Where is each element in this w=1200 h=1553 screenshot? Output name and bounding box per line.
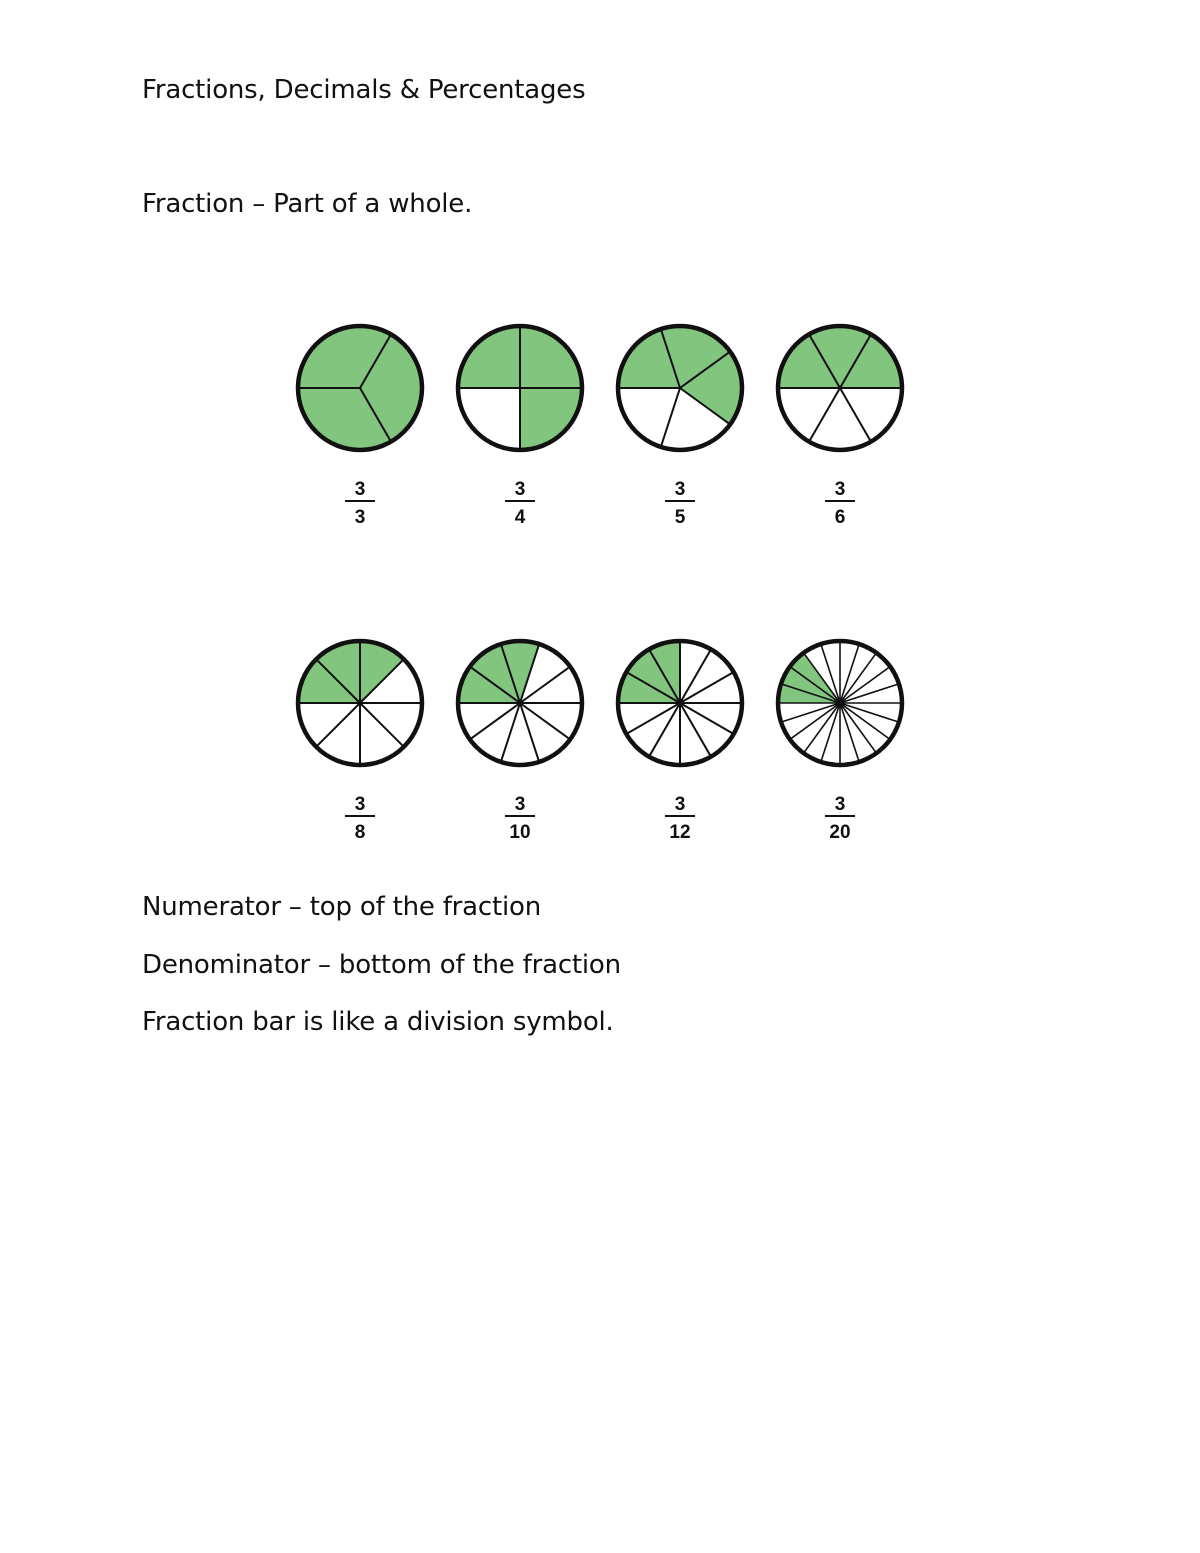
fraction-pie-3-8 [298, 641, 422, 843]
fraction-pie-figure [280, 300, 920, 860]
fraction-definition: Fraction – Part of a whole. [142, 189, 473, 219]
fraction-numerator: 3 [354, 479, 366, 500]
fraction-pie-3-12 [618, 641, 742, 843]
fraction-numerator: 3 [514, 479, 526, 500]
fraction-pie-3-6 [778, 326, 902, 528]
fraction-pie-3-10 [458, 641, 582, 843]
fraction-denominator: 8 [354, 822, 366, 843]
fraction-pie-diagram [280, 300, 920, 860]
fraction-denominator: 4 [514, 507, 526, 528]
fraction-pie-3-3 [298, 326, 422, 528]
fraction-pie-3-4 [458, 326, 582, 528]
fraction-numerator: 3 [674, 794, 686, 815]
fraction-numerator: 3 [834, 794, 846, 815]
fraction-denominator: 20 [829, 822, 851, 843]
fraction-denominator: 3 [354, 507, 366, 528]
fraction-denominator: 6 [834, 507, 846, 528]
fraction-bar-note: Fraction bar is like a division symbol. [142, 1007, 614, 1037]
fraction-numerator: 3 [514, 794, 526, 815]
page-title: Fractions, Decimals & Percentages [142, 75, 586, 105]
fraction-pie-3-20 [778, 641, 902, 843]
fraction-numerator: 3 [674, 479, 686, 500]
fraction-denominator: 5 [674, 507, 686, 528]
fraction-numerator: 3 [834, 479, 846, 500]
fraction-denominator: 12 [669, 822, 691, 843]
fraction-numerator: 3 [354, 794, 366, 815]
fraction-denominator: 10 [509, 822, 531, 843]
denominator-note: Denominator – bottom of the fraction [142, 950, 621, 980]
fraction-pie-3-5 [618, 326, 742, 528]
numerator-note: Numerator – top of the fraction [142, 892, 541, 922]
